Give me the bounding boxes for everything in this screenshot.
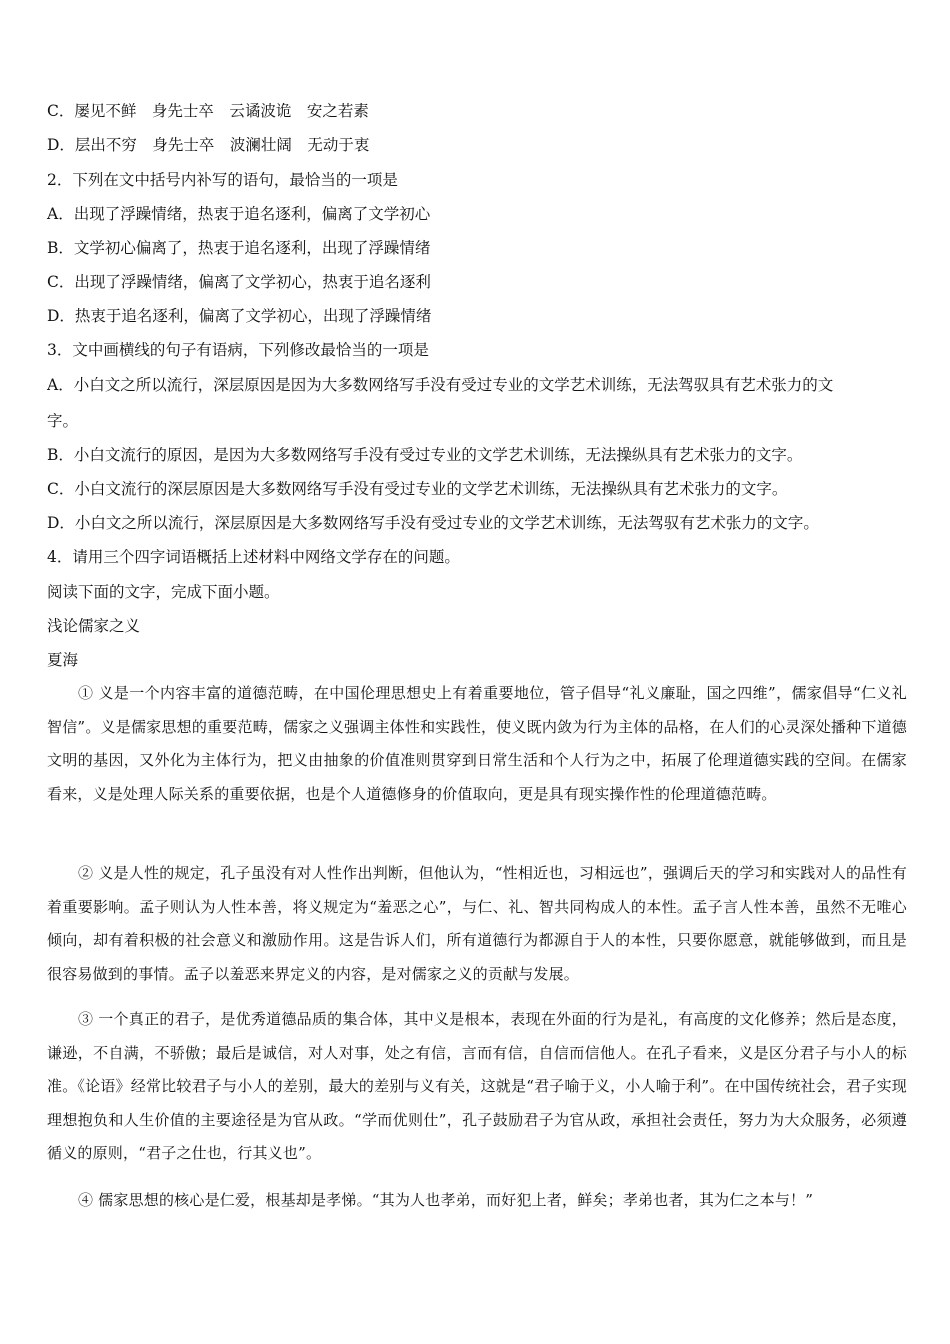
article-author: 夏海	[47, 651, 79, 669]
paragraph-2: ② 义是人性的规定，孔子虽没有对人性作出判断，但他认为，“性相近也，习相远也”，强调后天的学习和实践对人的品性有着重要影响。孟子则认为人性本善，将义规定为“羞恶之心”，与仁、礼、智共同构成人的本性。孟子言人性本善，虽然不无唯心倾向，却有着积极的社会意义和激励作用。这是告诉人们，所有道德行为都源自于人的本性，只要你愿意，就能够做到，而且是很容易做到的事情。孟子以羞恶来界定义的内容，是对儒家之义的贡献与发展。	[47, 864, 907, 983]
q2-option-d: D．热衷于追名逐利，偏离了文学初心，出现了浮躁情绪	[47, 307, 432, 325]
q3-option-c: C．小白文流行的深层原因是大多数网络写手没有受过专业的文学艺术训练，无法操纵具有艺术张力的文字。	[47, 480, 788, 498]
q1-option-d: D．层出不穷 身先士卒 波澜壮阔 无动于衷	[47, 136, 370, 154]
question-4: 4．请用三个四字词语概括上述材料中网络文学存在的问题。	[47, 548, 460, 566]
q3-option-b: B．小白文流行的原因，是因为大多数网络写手没有受过专业的文学艺术训练，无法操纵具有艺术张力的文字。	[47, 446, 803, 464]
q2-option-b: B．文学初心偏离了，热衷于追名逐利，出现了浮躁情绪	[47, 239, 431, 257]
q3-option-a-line1: A．小白文之所以流行，深层原因是因为大多数网络写手没有受过专业的文学艺术训练，无法驾驭具有艺术张力的文	[47, 376, 834, 394]
reading-instruction: 阅读下面的文字，完成下面小题。	[47, 583, 280, 601]
question-3: 3．文中画横线的句子有语病，下列修改最恰当的一项是	[47, 341, 429, 359]
q3-option-d: D．小白文之所以流行，深层原因是大多数网络写手没有受过专业的文学艺术训练，无法驾驭有艺术张力的文字。	[47, 514, 819, 532]
article-title: 浅论儒家之义	[47, 617, 141, 635]
q3-option-a-line2: 字。	[47, 412, 79, 430]
paragraph-1: ① 义是一个内容丰富的道德范畴，在中国伦理思想史上有着重要地位，管子倡导“礼义廉耻，国之四维”，儒家倡导“仁义礼智信”。义是儒家思想的重要范畴，儒家之义强调主体性和实践性，使义既内敛为行为主体的品格，在人们的心灵深处播种下道德文明的基因，又外化为主体行为，把义由抽象的价值准则贯穿到日常生活和个人行为之中，拓展了伦理道德实践的空间。在儒家看来，义是处理人际关系的重要依据，也是个人道德修身的价值取向，更是具有现实操作性的伦理道德范畴。	[47, 684, 907, 803]
paragraph-4: ④ 儒家思想的核心是仁爱，根基却是孝悌。“其为人也孝弟，而好犯上者，鲜矣；孝弟也者，其为仁之本与！”	[78, 1191, 814, 1209]
paragraph-3: ③ 一个真正的君子，是优秀道德品质的集合体，其中义是根本，表现在外面的行为是礼，有高度的文化修养；然后是态度，谦逊，不自满，不骄傲；最后是诚信，对人对事，处之有信，言而有信，自信而信他人。在孔子看来，义是区分君子与小人的标准。《论语》经常比较君子与小人的差别，最大的差别与义有关，这就是“君子喻于义，小人喻于利”。在中国传统社会，君子实现理想抱负和人生价值的主要途径是为官从政。“学而优则仕”，孔子鼓励君子为官从政，承担社会责任，努力为大众服务，必须遵循义的原则，“君子之仕也，行其义也”。	[47, 1010, 907, 1162]
q1-option-c: C．屡见不鲜 身先士卒 云谲波诡 安之若素	[47, 102, 369, 120]
q2-option-a: A．出现了浮躁情绪，热衷于追名逐利，偏离了文学初心	[47, 205, 431, 223]
question-2: 2．下列在文中括号内补写的语句，最恰当的一项是	[47, 171, 398, 189]
q2-option-c: C．出现了浮躁情绪，偏离了文学初心，热衷于追名逐利	[47, 273, 431, 291]
